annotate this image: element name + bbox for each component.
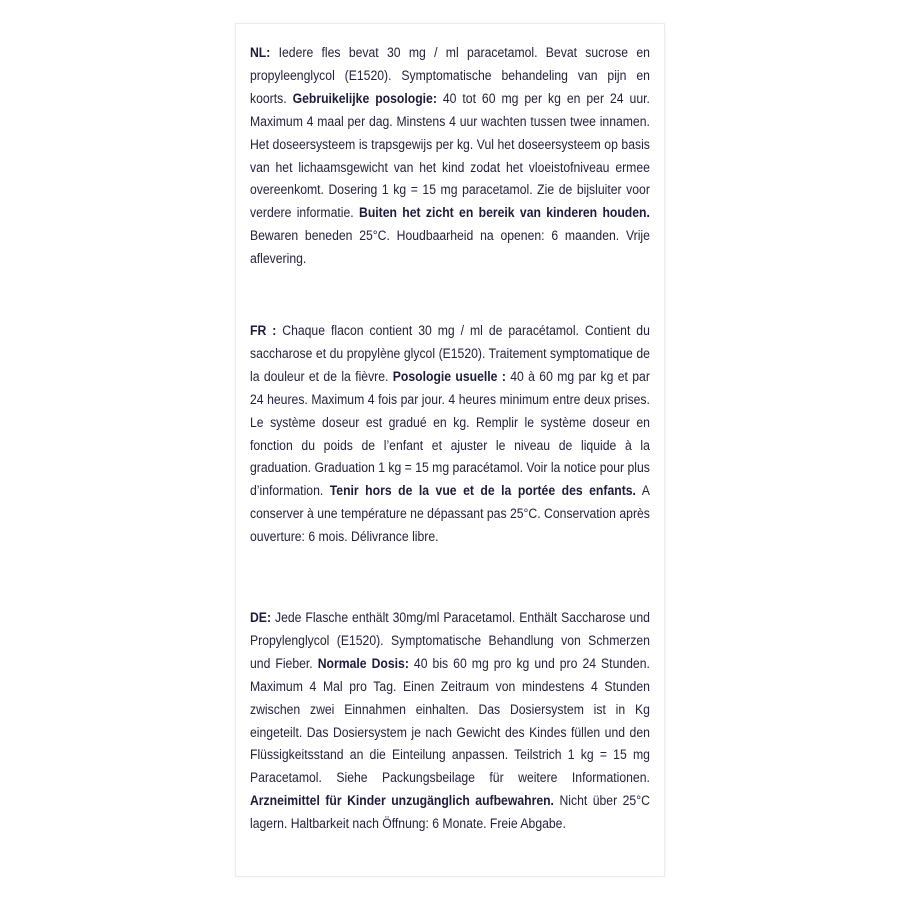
french-text-1: Chaque flacon contient 30 mg / ml de paracétamol. Contient du saccharose et du propylène glycol (E1520). Traitement symptomatique de la douleur et de la fièvre. bbox=[250, 323, 650, 385]
german-text-2: 40 bis 60 mg pro kg und pro 24 Stunden. Maximum 4 Mal pro Tag. Einen Zeitraum von mindestens 4 Stunden zwischen zwei Einnahmen einhalten. Das Dosiersystem ist in Kg eingeteilt. Das Dosiersystem je nach Gewicht des Kindes füllen und den Flüssigkeitsstand an die Einteilung anpassen. Teilstrich 1 kg = 15 mg Paracetamol. Siehe Packungsbeilage für weitere Informationen. bbox=[250, 655, 650, 787]
german-dosage-heading: Normale Dosis: bbox=[317, 655, 409, 672]
french-text-3: A conserver à une température ne dépassant pas 25°C. Conservation après ouverture: 6 mois. Délivrance libre. bbox=[250, 483, 650, 546]
language-code-de: DE: bbox=[250, 610, 272, 626]
dutch-text-1: Iedere fles bevat 30 mg / ml paracetamol. Bevat sucrose en propyleenglycol (E1520). Symptomatische behandeling van pijn en koorts. bbox=[250, 45, 650, 107]
german-paragraph bbox=[250, 607, 650, 836]
section-dutch bbox=[250, 42, 650, 271]
language-code-nl: NL: bbox=[250, 45, 271, 61]
french-text-2: 40 à 60 mg par kg et par 24 heures. Maximum 4 fois par jour. 4 heures minimum entre deux prises. Le système doseur est gradué en kg. Remplir le système doseur en fonction du poids de l’enfant et ajuster le niveau de liquide à la graduation. Graduation 1 kg = 15 mg paracétamol. Voir la notice pour plus d’information. bbox=[250, 368, 650, 500]
dutch-text-3: Bewaren beneden 25°C. Houdbaarheid na openen: 6 maanden. Vrije aflevering. bbox=[250, 228, 650, 268]
french-dosage-heading: Posologie usuelle : bbox=[392, 368, 506, 385]
section-french bbox=[250, 320, 650, 549]
language-code-fr: FR : bbox=[250, 323, 277, 339]
section-german bbox=[250, 607, 650, 836]
german-text-1: Jede Flasche enthält 30mg/ml Paracetamol. Enthält Saccharose und Propylenglycol (E1520). Symptomatische Behandlung von Schmerzen und Fieber. bbox=[250, 610, 650, 672]
dutch-dosage-heading: Gebruikelijke posologie: bbox=[292, 90, 437, 107]
german-text-3: Nicht über 25°C lagern. Haltbarkeit nach Öffnung: 6 Monate. Freie Abgabe. bbox=[250, 793, 650, 833]
dutch-text-2: 40 tot 60 mg per kg en per 24 uur. Maximum 4 maal per dag. Minstens 4 uur wachten tussen twee innamen. Het doseersysteem is trapsgewijs per kg. Vul het doseersysteem op basis van het lichaamsgewicht van het kind zodat het vloeistofniveau ermee overeenkomt. Dosering 1 kg = 15 mg paracetamol. Zie de bijsluiter voor verdere informatie. bbox=[250, 90, 650, 222]
french-paragraph bbox=[250, 320, 650, 549]
german-warning: Arzneimittel für Kinder unzugänglich aufbewahren. bbox=[250, 793, 554, 810]
dutch-paragraph bbox=[250, 42, 650, 271]
french-warning: Tenir hors de la vue et de la portée des enfants. bbox=[329, 483, 636, 500]
dutch-warning: Buiten het zicht en bereik van kinderen houden. bbox=[359, 205, 650, 222]
